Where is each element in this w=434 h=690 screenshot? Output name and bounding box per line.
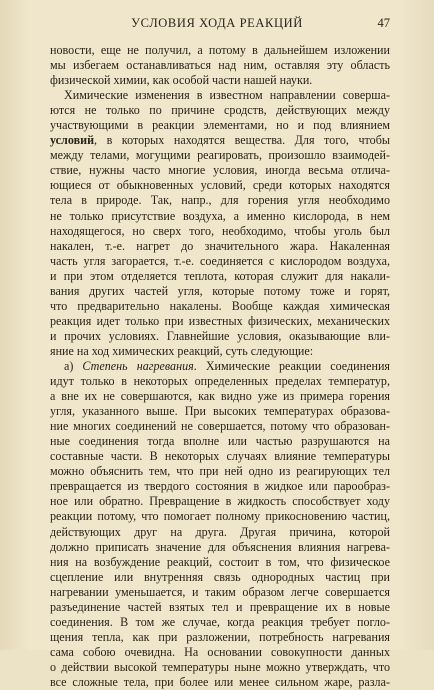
text-segment: находящегося, но сверх того, необходимо, чтобы уголь был [50, 223, 390, 238]
text-segment: соединения. В том же случае, когда реакция требует погло- [50, 614, 390, 629]
text-segment: , в которых находятся вещества. Для того, чтобы [94, 133, 390, 148]
text-segment: о действии высокой температуры ныне можно утверждать, что [50, 659, 390, 674]
text-segment: идут только в некоторых определенных пределах температур, [50, 374, 390, 389]
text-line [50, 585, 390, 600]
text-line [50, 525, 390, 540]
text-segment: и прочих условиях. Главнейшие условия, оказывающие вли- [50, 328, 390, 343]
text-segment: а) [64, 358, 83, 373]
text-line [50, 178, 390, 193]
text-segment: что предварительно накалены. Вообще каждая химическая [50, 298, 390, 313]
text-segment: новости, еще не получил, а потому в дальнейшем изложении [50, 43, 390, 57]
text-segment: реакции потому, что помогает полному прикосновению частиц, [50, 509, 390, 524]
text-line [50, 88, 390, 103]
text-line [50, 660, 390, 675]
text-line [50, 73, 390, 88]
text-line [50, 314, 390, 329]
text-segment: превращается из твердого состояния в жидкое или парообраз- [50, 479, 390, 494]
text-line [50, 630, 390, 645]
text-segment: составные части. В некоторых случаях влияние температуры [50, 449, 390, 464]
text-line [50, 615, 390, 630]
text-line [50, 269, 390, 284]
text-segment: должно приписать значение для объяснения влияния нагрева- [50, 539, 390, 554]
text-line [50, 389, 390, 404]
text-segment: между телами, могущими реагировать, произошло взаимодей- [50, 148, 390, 163]
page-number: 47 [377, 16, 390, 30]
text-line [50, 555, 390, 570]
body-text [50, 43, 390, 690]
bold-text: условий [50, 133, 95, 148]
text-segment: а вне их не совершаются, как видно уже из примера горения [50, 389, 390, 404]
text-line [50, 133, 390, 148]
text-segment: все сложные тела, при более или менее сильном жаре, разла- [50, 674, 390, 689]
text-segment: накален, т.-е. нагрет до значительного жара. Накаленная [50, 238, 390, 253]
text-segment: ствие, нужны часто многие условия, иногда весьма отлича- [50, 163, 390, 178]
text-line [50, 600, 390, 615]
text-segment: ное или обратно. Превращение в жидкость способствует ходу [50, 494, 390, 509]
text-line [50, 43, 390, 58]
text-segment: можно объяснить тем, что при ней одно из реагирующих тел [50, 464, 390, 479]
text-line [50, 509, 390, 524]
text-line [50, 570, 390, 585]
text-segment: ние многих соединений не совершается, потому что образован- [50, 419, 390, 434]
text-line [50, 479, 390, 494]
italic-text: Степень нагревания [82, 358, 194, 373]
text-segment: . Химические реакции соединения [193, 358, 390, 373]
text-line [50, 329, 390, 344]
text-line [50, 103, 390, 118]
text-line [50, 163, 390, 178]
text-segment: часть угля загорается, т.-е. соединяется с кислородом воздуха, [50, 253, 390, 268]
text-segment: мы избегаем останавливаться над ним, оставляя эту область [50, 58, 390, 73]
text-line [50, 419, 390, 434]
text-segment: разъединение частей взятых тел и превращение их в новые [50, 599, 390, 614]
text-segment: ющиеся от обыкновенных условий, среди которых находятся [50, 178, 390, 193]
running-title: УСЛОВИЯ ХОДА РЕАКЦИЙ [131, 16, 303, 30]
text-line [50, 404, 390, 419]
text-segment: сама собою очевидна. На основании совокупности данных [50, 644, 390, 659]
text-line [50, 494, 390, 509]
text-segment: вания других частей угля, которые потому тоже и горят, [50, 283, 390, 298]
text-segment: угля, указанного выше. При высоких температурах образова- [50, 404, 390, 419]
text-line [50, 58, 390, 73]
text-line [50, 148, 390, 163]
text-segment: не только присутствие воздуха, а именно кислорода, в нем [50, 208, 390, 223]
text-line [50, 434, 390, 449]
text-segment: нагревании уменьшается, и таким образом легче совершается [50, 584, 390, 599]
text-line [50, 344, 390, 359]
text-line [50, 675, 390, 690]
text-segment: тела в природе. Так, напр., для горения угля необходимо [50, 193, 390, 208]
text-segment: яние на ход химических реакций, суть следующие: [50, 343, 314, 358]
text-line [50, 645, 390, 660]
text-segment: щения тепла, как при разложении, потребность нагревания [50, 629, 390, 644]
running-head [0, 16, 434, 34]
text-line [50, 209, 390, 224]
text-segment: участвующими в реакции элементами, но и под влиянием [50, 118, 390, 133]
text-line [50, 464, 390, 479]
text-segment: сцепление или внутренняя связь однородных частиц при [50, 569, 390, 584]
text-segment: действующих друг на друга. Другая причина, которой [50, 524, 390, 539]
text-line [50, 284, 390, 299]
text-segment: ются не только по причине сродств, действующих между [50, 103, 390, 118]
text-line [50, 193, 390, 208]
text-line [50, 239, 390, 254]
text-line [50, 540, 390, 555]
text-line [50, 374, 390, 389]
text-line [50, 254, 390, 269]
text-segment: ные соединения тогда вполне или частью разрушаются на [50, 434, 390, 449]
text-segment: Химические изменения в известном направлении соверша- [64, 88, 390, 103]
text-line [50, 299, 390, 314]
text-line [50, 224, 390, 239]
text-line [50, 118, 390, 133]
text-line [50, 359, 390, 374]
text-segment: и при этом отделяется теплота, которая служит для накали- [50, 268, 390, 283]
text-segment: физической химии, как особой части нашей науки. [50, 73, 313, 88]
text-line [50, 449, 390, 464]
text-segment: ния на возбуждение реакций, состоит в том, что физическое [50, 554, 390, 569]
text-segment: реакция идет только при известных физических, механических [50, 313, 390, 328]
